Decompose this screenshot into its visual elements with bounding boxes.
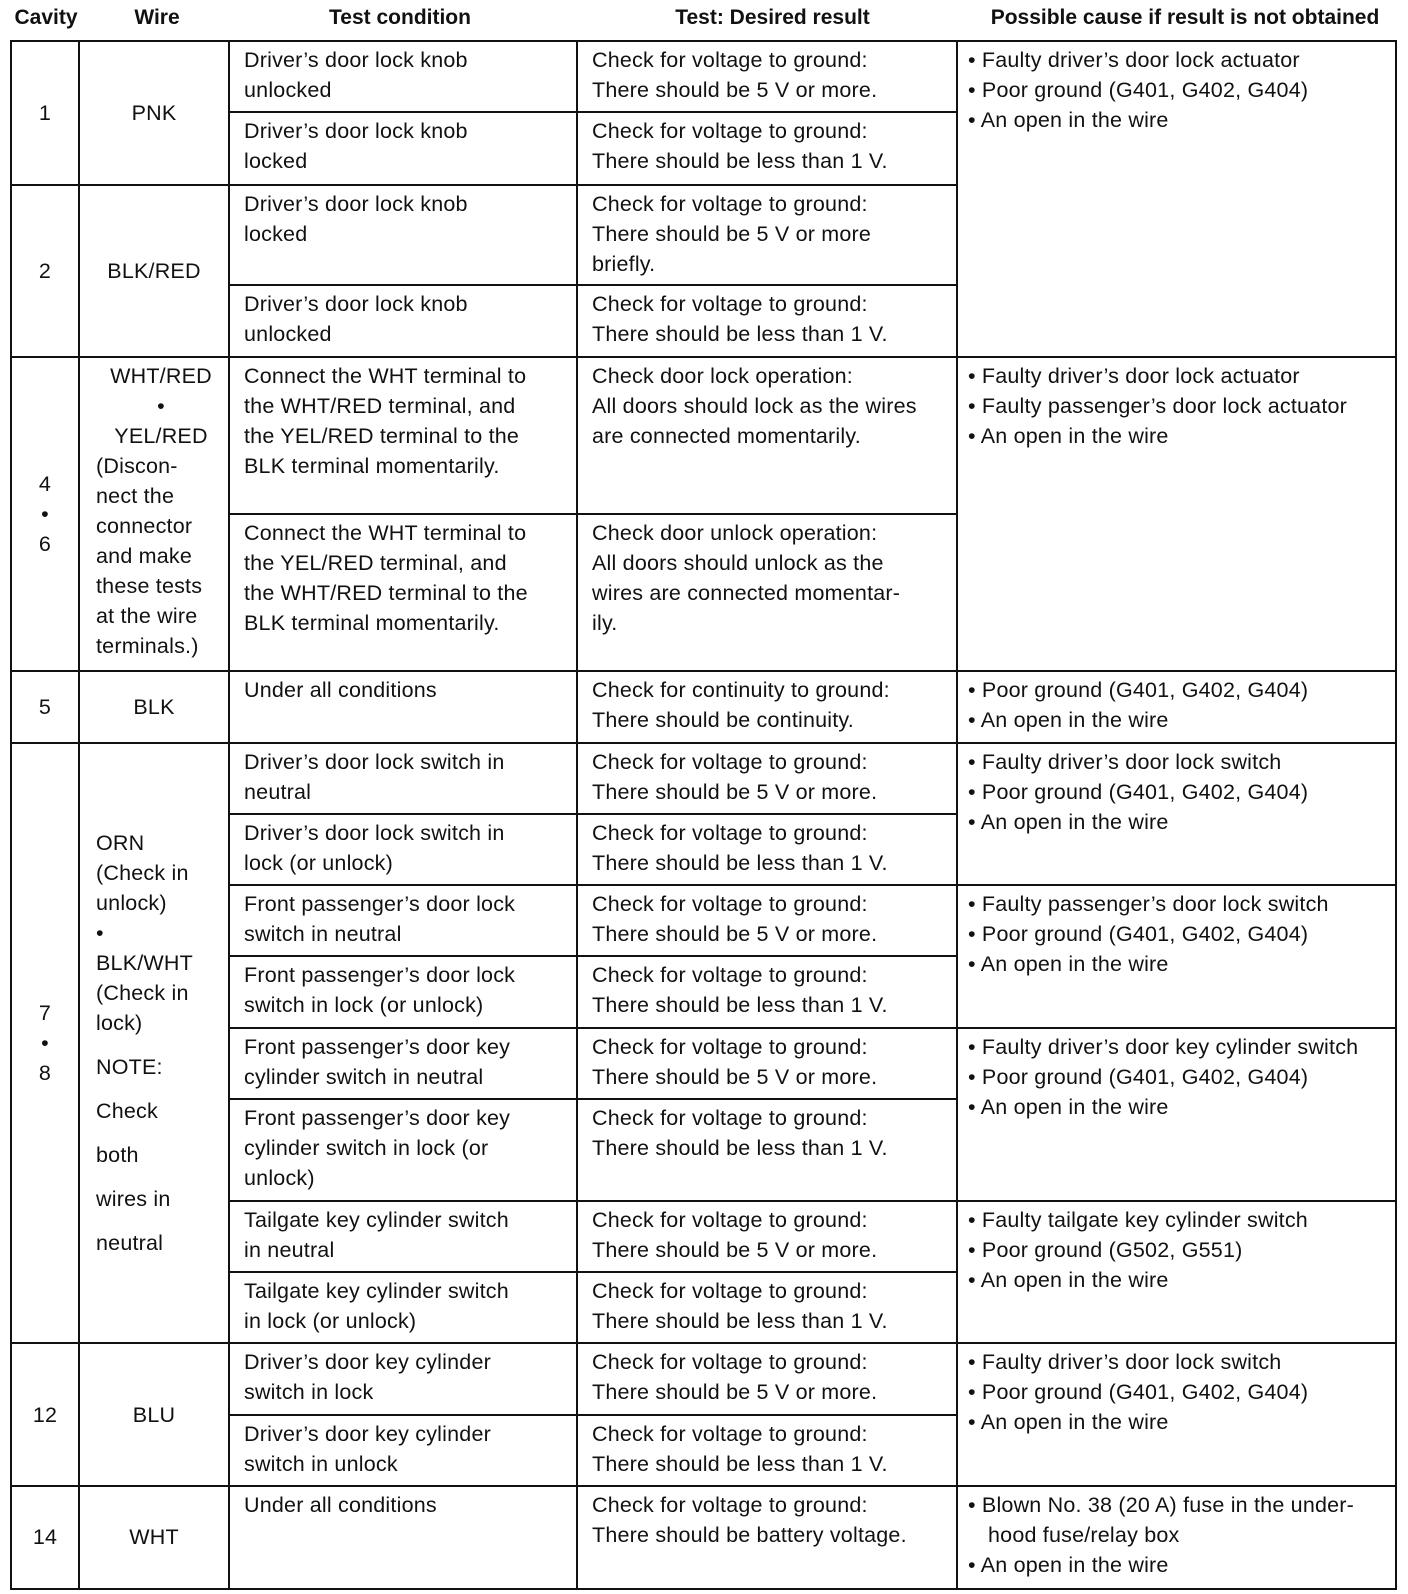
wire-cell: BLK/RED	[79, 185, 229, 357]
desired-result-cell	[577, 41, 957, 112]
header-wire: Wire	[134, 6, 180, 29]
table-row	[11, 1486, 1396, 1589]
text-line: • Poor ground (G401, G402, G404)	[968, 1064, 1309, 1089]
desired-result-cell	[577, 514, 957, 672]
text-line: Driver’s door key cylinder	[244, 1421, 491, 1446]
desired-result-cell	[577, 112, 957, 184]
text-line: 7	[38, 1001, 52, 1026]
possible-cause-cell	[957, 885, 1396, 1028]
desired-result-cell	[577, 1272, 957, 1343]
test-condition-cell	[229, 1486, 577, 1589]
test-condition-cell	[229, 885, 577, 956]
text-line: Check for voltage to ground:	[592, 1207, 868, 1232]
text-line: There should be less than 1 V.	[592, 149, 888, 174]
text-line: Tailgate key cylinder switch	[244, 1279, 509, 1304]
text-line: Check for voltage to ground:	[592, 892, 868, 917]
text-line: switch in lock (or unlock)	[244, 993, 484, 1018]
text-line: There should be 5 V or more.	[592, 1064, 878, 1089]
wire-note: Check	[96, 1099, 158, 1124]
text-line: All doors should lock as the wires	[592, 393, 917, 418]
text-line: •	[157, 393, 165, 418]
text-line: • Faulty passenger’s door lock actuator	[968, 393, 1348, 418]
text-line: • Faulty driver’s door key cylinder switch	[968, 1034, 1359, 1059]
test-condition-cell	[229, 1272, 577, 1343]
header-test-condition: Test condition	[329, 6, 471, 29]
text-line: 4	[38, 472, 52, 496]
text-line: unlock)	[96, 891, 167, 916]
text-line: switch in unlock	[244, 1451, 398, 1476]
desired-result-cell	[577, 1486, 957, 1589]
text-line: Check for voltage to ground:	[592, 292, 868, 317]
text-line: Driver’s door lock knob	[244, 292, 468, 317]
text-line: lock)	[96, 1011, 143, 1036]
text-line: (Check in	[96, 981, 189, 1006]
test-condition-cell	[229, 743, 577, 814]
desired-result-cell	[577, 185, 957, 286]
text-line: • Faulty driver’s door lock switch	[968, 1350, 1282, 1375]
text-line: There should be 5 V or more.	[592, 78, 878, 102]
text-line: Front passenger’s door key	[244, 1106, 511, 1131]
text-line: • Faulty driver’s door lock actuator	[968, 48, 1300, 72]
wire-cell: WHT	[79, 1486, 229, 1589]
possible-cause-cell	[957, 41, 1396, 357]
text-line: There should be 5 V or more.	[592, 779, 878, 804]
test-condition-cell	[229, 112, 577, 184]
possible-cause-cell	[957, 1343, 1396, 1486]
text-line: Check for voltage to ground:	[592, 48, 868, 72]
text-line: BLK terminal momentarily.	[244, 610, 500, 635]
wire-note: NOTE:	[96, 1055, 163, 1080]
desired-result-cell	[577, 285, 957, 356]
text-line: Driver’s door lock knob	[244, 119, 468, 144]
text-line: switch in neutral	[244, 922, 402, 947]
text-line: Tailgate key cylinder switch	[244, 1207, 509, 1232]
text-line: unlock)	[244, 1166, 315, 1191]
text-line: There should be 5 V or more.	[592, 1380, 878, 1405]
desired-result-cell	[577, 671, 957, 742]
text-line: • Faulty passenger’s door lock switch	[968, 892, 1329, 917]
possible-cause-cell	[957, 1201, 1396, 1344]
text-line: • An open in the wire	[968, 1094, 1169, 1119]
text-line: • Poor ground (G401, G402, G404)	[968, 1380, 1309, 1405]
text-line: switch in lock	[244, 1380, 374, 1405]
wire-cell	[79, 743, 229, 1344]
text-line: Front passenger’s door lock	[244, 963, 516, 988]
desired-result-cell	[577, 1415, 957, 1486]
text-line: Driver’s door lock knob	[244, 191, 468, 216]
text-line: Check for continuity to ground:	[592, 678, 890, 703]
text-line: 8	[38, 1061, 52, 1086]
desired-result-cell	[577, 357, 957, 514]
text-line: There should be 5 V or more.	[592, 922, 878, 947]
text-line: • An open in the wire	[968, 952, 1169, 977]
header-desired-result: Test: Desired result	[675, 6, 870, 29]
text-line: • An open in the wire	[968, 1410, 1169, 1435]
text-line: Check for voltage to ground:	[592, 1350, 868, 1375]
wire-note: these tests	[96, 573, 203, 598]
wire-note: at the wire	[96, 603, 198, 628]
text-line: • Poor ground (G401, G402, G404)	[968, 922, 1309, 947]
text-line: • An open in the wire	[968, 1267, 1169, 1292]
text-line: • Faulty driver’s door lock switch	[968, 749, 1282, 774]
text-line: There should be 5 V or more	[592, 221, 872, 246]
test-condition-cell	[229, 357, 577, 514]
text-line: • An open in the wire	[968, 809, 1169, 834]
text-line: There should be less than 1 V.	[592, 322, 888, 347]
wire-note: neutral	[96, 1231, 164, 1256]
text-line: Connect the WHT terminal to	[244, 363, 527, 388]
text-line: There should be less than 1 V.	[592, 850, 888, 875]
text-line: BLK terminal momentarily.	[244, 453, 500, 478]
text-line: All doors should unlock as the	[592, 550, 884, 575]
text-line: ily.	[592, 610, 618, 635]
text-line: There should be continuity.	[592, 708, 854, 733]
wire-cell: BLK	[79, 671, 229, 742]
test-condition-cell	[229, 1415, 577, 1486]
possible-cause-cell	[957, 671, 1396, 742]
text-line: Check for voltage to ground:	[592, 119, 868, 144]
text-line: There should be battery voltage.	[592, 1522, 907, 1547]
text-line: Check for voltage to ground:	[592, 1279, 868, 1304]
text-line: Check for voltage to ground:	[592, 1034, 868, 1059]
test-condition-cell	[229, 956, 577, 1027]
test-condition-cell	[229, 671, 577, 742]
text-line: • Blown No. 38 (20 A) fuse in the under-hood fuse/relay box	[968, 1492, 1355, 1547]
text-line: the YEL/RED terminal to the	[244, 423, 520, 448]
test-condition-cell	[229, 1099, 577, 1201]
desired-result-cell	[577, 1099, 957, 1201]
desired-result-cell	[577, 1201, 957, 1272]
cavity-cell: 2	[11, 185, 79, 357]
text-line: neutral	[244, 779, 312, 804]
text-line: Under all conditions	[244, 678, 437, 703]
text-line: unlocked	[244, 322, 332, 347]
cavity-cell: 1	[11, 41, 79, 185]
text-line: the WHT/RED terminal to the	[244, 580, 528, 605]
text-line: lock (or unlock)	[244, 850, 393, 875]
text-line: locked	[244, 221, 308, 246]
text-line: in lock (or unlock)	[244, 1309, 417, 1334]
wire-note: both	[96, 1143, 139, 1168]
text-line: Connect the WHT terminal to	[244, 520, 527, 545]
test-condition-cell	[229, 185, 577, 286]
text-line: unlocked	[244, 78, 332, 102]
header-cavity: Cavity	[14, 6, 78, 29]
text-line: WHT/RED	[110, 363, 212, 388]
text-line: • An open in the wire	[968, 1552, 1169, 1577]
test-condition-cell	[229, 41, 577, 112]
wire-cell: BLU	[79, 1343, 229, 1486]
text-line: 6	[38, 532, 52, 556]
desired-result-cell	[577, 956, 957, 1027]
text-line: Check door unlock operation:	[592, 520, 878, 545]
text-line: Check for voltage to ground:	[592, 1492, 868, 1517]
cavity-cell: 14	[11, 1486, 79, 1589]
text-line: are connected momentarily.	[592, 423, 861, 448]
wire-cell	[79, 357, 229, 672]
text-line: •	[96, 921, 104, 946]
text-line: There should be less than 1 V.	[592, 1451, 888, 1476]
text-line: wires are connected momentar-	[592, 580, 901, 605]
text-line: • Poor ground (G401, G402, G404)	[968, 678, 1309, 703]
wire-note: connector	[96, 513, 193, 538]
text-line: There should be 5 V or more.	[592, 1237, 878, 1262]
text-line: • An open in the wire	[968, 423, 1169, 448]
table-row	[11, 41, 1396, 112]
header-possible-cause: Possible cause if result is not obtained	[990, 6, 1380, 29]
test-condition-cell	[229, 1201, 577, 1272]
text-line: • An open in the wire	[968, 708, 1169, 733]
text-line: Check for voltage to ground:	[592, 820, 868, 845]
text-line: • Faulty driver’s door lock actuator	[968, 363, 1300, 388]
table-row	[11, 743, 1396, 814]
text-line: Front passenger’s door lock	[244, 892, 516, 917]
test-condition-cell	[229, 285, 577, 356]
text-line: There should be less than 1 V.	[592, 993, 888, 1018]
text-line: the WHT/RED terminal, and	[244, 393, 516, 418]
wiring-test-table	[10, 40, 1397, 1590]
text-line: • Poor ground (G401, G402, G404)	[968, 78, 1309, 102]
table-row	[11, 671, 1396, 742]
text-line: Check for voltage to ground:	[592, 749, 868, 774]
text-line: Driver’s door key cylinder	[244, 1350, 491, 1375]
text-line: There should be less than 1 V.	[592, 1136, 888, 1161]
desired-result-cell	[577, 1343, 957, 1414]
text-line: cylinder switch in lock (or	[244, 1136, 489, 1161]
text-line: in neutral	[244, 1237, 335, 1262]
text-line: briefly.	[592, 251, 656, 276]
cavity-cell	[11, 743, 79, 1344]
text-line: ORN	[96, 831, 145, 856]
text-line: Check for voltage to ground:	[592, 963, 868, 988]
text-line: Check door lock operation:	[592, 363, 853, 388]
wire-note: wires in	[96, 1187, 171, 1212]
text-line: Driver’s door lock knob	[244, 48, 468, 72]
possible-cause-cell	[957, 357, 1396, 672]
cavity-cell: 5	[11, 671, 79, 742]
text-line: Under all conditions	[244, 1492, 437, 1517]
table-row	[11, 1343, 1396, 1414]
text-line: Check for voltage to ground:	[592, 191, 868, 216]
text-line: cylinder switch in neutral	[244, 1064, 484, 1089]
text-line: the YEL/RED terminal, and	[244, 550, 507, 575]
test-condition-cell	[229, 814, 577, 885]
desired-result-cell	[577, 1028, 957, 1099]
test-condition-cell	[229, 514, 577, 672]
desired-result-cell	[577, 743, 957, 814]
possible-cause-cell	[957, 743, 1396, 886]
text-line: Driver’s door lock switch in	[244, 820, 505, 845]
text-line: • Faulty tailgate key cylinder switch	[968, 1207, 1308, 1232]
wire-note: (Discon-	[96, 453, 178, 478]
text-line: Check for voltage to ground:	[592, 1421, 868, 1446]
text-line: BLK/WHT	[96, 951, 193, 976]
text-line: (Check in	[96, 861, 189, 886]
text-line: YEL/RED	[114, 423, 208, 448]
text-line: locked	[244, 149, 308, 174]
text-line: • Poor ground (G401, G402, G404)	[968, 779, 1309, 804]
test-condition-cell	[229, 1028, 577, 1099]
text-line: • Poor ground (G502, G551)	[968, 1237, 1243, 1262]
table-header	[0, 0, 1408, 38]
text-line: Check for voltage to ground:	[592, 1106, 868, 1131]
text-line: •	[41, 502, 49, 526]
text-line: There should be less than 1 V.	[592, 1309, 888, 1334]
cavity-cell: 12	[11, 1343, 79, 1486]
desired-result-cell	[577, 885, 957, 956]
text-line: • An open in the wire	[968, 108, 1169, 132]
text-line: Front passenger’s door key	[244, 1034, 511, 1059]
wire-cell: PNK	[79, 41, 229, 185]
text-line: Driver’s door lock switch in	[244, 749, 505, 774]
test-condition-cell	[229, 1343, 577, 1414]
wire-note: terminals.)	[96, 633, 199, 658]
desired-result-cell	[577, 814, 957, 885]
cavity-cell	[11, 357, 79, 672]
wire-note: and make	[96, 543, 193, 568]
text-line: •	[41, 1031, 49, 1056]
table-row	[11, 357, 1396, 514]
wire-note: nect the	[96, 483, 175, 508]
possible-cause-cell	[957, 1028, 1396, 1201]
possible-cause-cell	[957, 1486, 1396, 1589]
